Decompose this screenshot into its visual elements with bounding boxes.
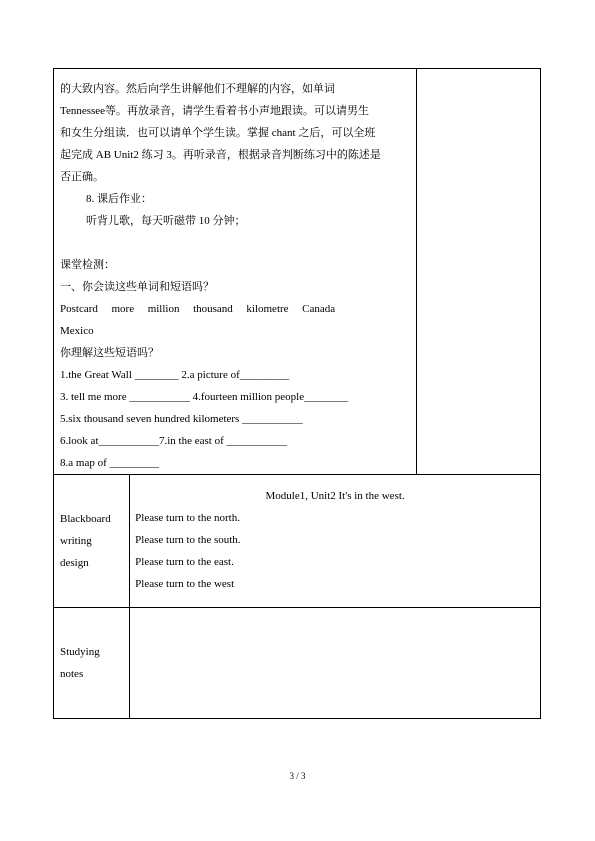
procedure-line: 和女生分组读．也可以请单个学生读。掌握 chant 之后，可以全班 — [60, 127, 376, 139]
blackboard-line: Please turn to the north. — [135, 512, 240, 524]
studying-notes-content — [130, 608, 541, 719]
blackboard-content — [130, 475, 541, 608]
phrase-line: 5.six thousand seven hundred kilometers ___________ — [60, 413, 303, 425]
notes-cell — [416, 69, 540, 475]
homework-text: 听背儿歌，每天听磁带 10 分钟； — [86, 215, 246, 227]
blackboard-title: Module1, Unit2 It's in the west. — [265, 490, 405, 502]
word-item: kilometre — [246, 303, 289, 315]
procedure-line: 否正确。 — [60, 171, 104, 183]
procedure-line: Tennessee等。再放录音，请学生看着书小声地跟读。可以请男生 — [60, 105, 370, 117]
word-item: Mexico — [60, 325, 94, 337]
procedure-line: 起完成 AB Unit2 练习 3。再听录音，根据录音判断练习中的陈述是 — [60, 149, 381, 161]
phrase-line: 8.a map of _________ — [60, 457, 159, 469]
blackboard-line: Please turn to the east. — [135, 556, 234, 568]
word-item: more — [111, 303, 135, 315]
phrase-line: 3. tell me more ___________ 4.fourteen million people________ — [60, 391, 349, 403]
check-title: 课堂检测： — [60, 259, 115, 271]
question-2: 你理解这些短语吗？ — [60, 347, 159, 359]
phrase-line: 1.the Great Wall ________ 2.a picture of_________ — [60, 369, 290, 381]
homework-title: 8. 课后作业： — [86, 193, 152, 205]
blackboard-line: Please turn to the south. — [135, 534, 241, 546]
lesson-table — [53, 68, 541, 719]
procedure-cell — [54, 69, 417, 475]
word-item: Postcard — [60, 303, 98, 315]
word-item: Canada — [302, 303, 336, 315]
blackboard-label: Blackboard writing design — [54, 475, 130, 608]
word-item: million — [147, 303, 180, 315]
word-list — [60, 298, 413, 320]
question-1: 一、你会读这些单词和短语吗？ — [60, 281, 214, 293]
page-number: 3 / 3 — [289, 771, 306, 781]
phrase-line: 6.look at___________7.in the east of ___________ — [60, 435, 288, 447]
word-item: thousand — [193, 303, 233, 315]
procedure-line: 的大致内容。然后向学生讲解他们不理解的内容，如单词 — [60, 83, 335, 95]
studying-notes-label: Studying notes — [54, 608, 130, 719]
blackboard-line: Please turn to the west — [135, 578, 235, 590]
